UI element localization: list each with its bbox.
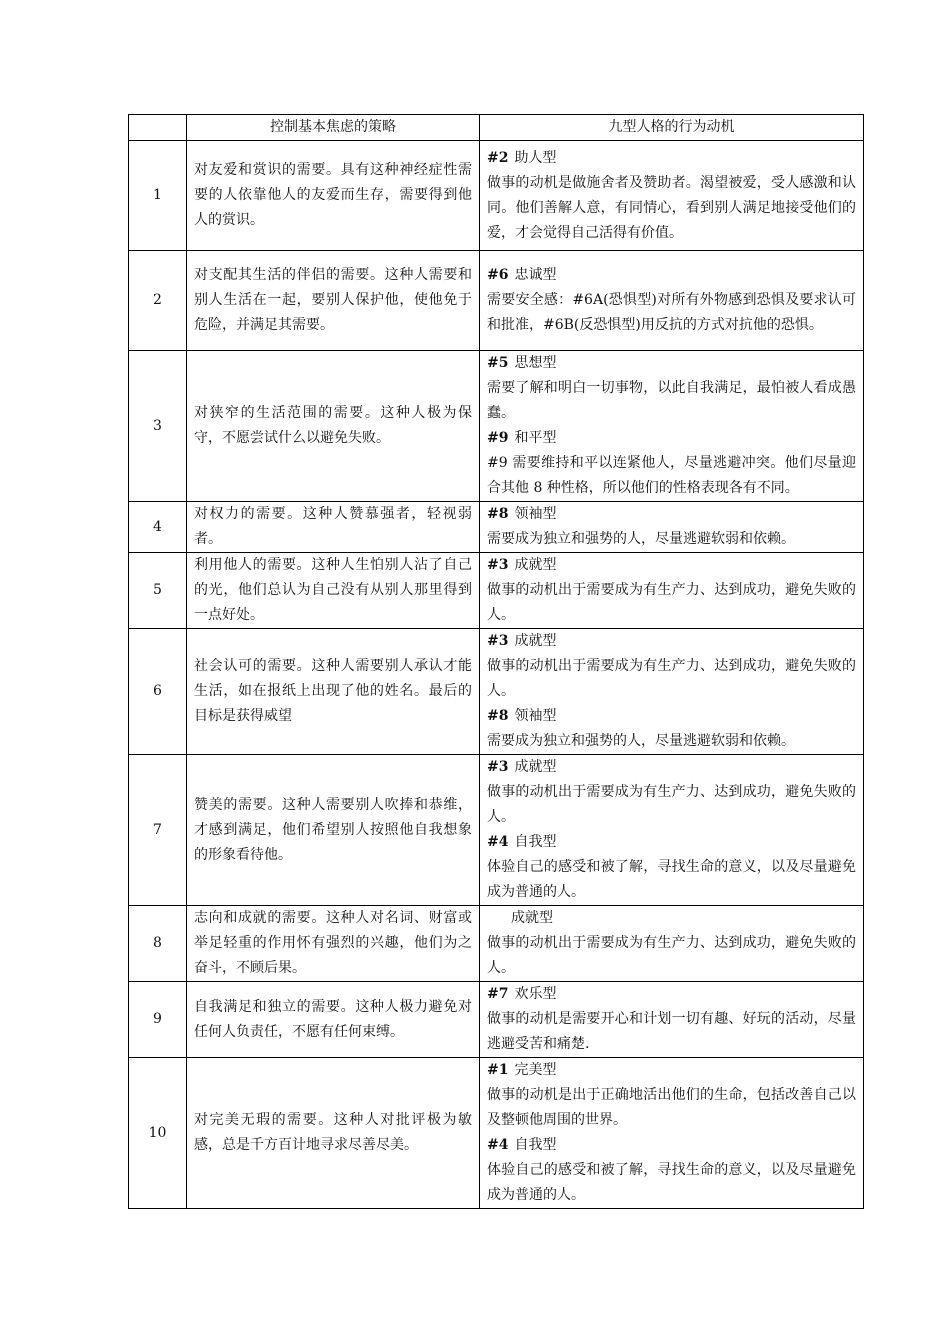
strategy-cell: 赞美的需要。这种人需要别人吹捧和恭维，才感到满足，他们希望别人按照他自我想象的形象看待他。 — [187, 755, 480, 906]
row-number: 2 — [129, 251, 187, 351]
type-number: #9 — [487, 430, 509, 446]
table-header — [129, 115, 864, 141]
table-row — [129, 141, 864, 251]
table-row — [129, 629, 864, 755]
personality-type-entry — [487, 1133, 856, 1208]
type-title — [487, 906, 856, 931]
type-name: 自我型 — [514, 834, 557, 850]
type-number: #3 — [487, 759, 509, 775]
type-number: #5 — [487, 355, 509, 371]
type-description: 做事的动机出于需要成为有生产力、达到成功，避免失败的人。 — [487, 784, 856, 825]
type-number: #6 — [487, 267, 509, 283]
row-number: 6 — [129, 629, 187, 755]
row-number: 4 — [129, 502, 187, 553]
motivation-cell — [480, 906, 864, 982]
personality-type-entry — [487, 1058, 856, 1133]
personality-type-entry — [487, 906, 856, 981]
type-number: #4 — [487, 1137, 509, 1153]
motivation-cell — [480, 629, 864, 755]
type-title — [487, 351, 856, 376]
type-title — [487, 553, 856, 578]
header-row — [129, 115, 864, 141]
row-number: 3 — [129, 351, 187, 502]
strategy-cell: 利用他人的需要。这种人生怕别人沾了自己的光，他们总认为自己没有从别人那里得到一点好处。 — [187, 553, 480, 629]
motivation-cell — [480, 755, 864, 906]
personality-type-entry — [487, 755, 856, 830]
type-title — [487, 830, 856, 855]
strategy-cell: 对友爱和赏识的需要。具有这种神经症性需要的人依靠他人的友爱而生存，需要得到他人的赏识。 — [187, 141, 480, 251]
type-name: 成就型 — [511, 910, 553, 926]
table-body — [129, 141, 864, 1209]
motivation-cell — [480, 982, 864, 1058]
type-title — [487, 146, 856, 171]
type-description: 需要了解和明白一切事物，以此自我满足，最怕被人看成愚蠢。 — [487, 380, 856, 421]
type-name: 自我型 — [514, 1137, 557, 1153]
type-name: 成就型 — [514, 759, 557, 775]
type-title — [487, 629, 856, 654]
strategy-cell: 对狭窄的生活范围的需要。这种人极为保守，不愿尝试什么以避免失败。 — [187, 351, 480, 502]
row-number: 8 — [129, 906, 187, 982]
type-title — [487, 263, 856, 288]
header-index — [129, 115, 187, 141]
motivation-cell — [480, 553, 864, 629]
type-name: 和平型 — [514, 430, 557, 446]
personality-type-entry — [487, 629, 856, 704]
row-number: 9 — [129, 982, 187, 1058]
header-motivation: 九型人格的行为动机 — [480, 115, 864, 141]
type-name: 成就型 — [514, 557, 557, 573]
type-title — [487, 704, 856, 729]
personality-type-entry — [487, 830, 856, 905]
type-number: #4 — [487, 834, 509, 850]
table-row — [129, 982, 864, 1058]
type-name: 完美型 — [514, 1062, 557, 1078]
type-description: 做事的动机是做施舍者及赞助者。渴望被爱，受人感激和认同。他们善解人意，有同情心，看到别人满足地接受他们的爱，才会觉得自己活得有价值。 — [487, 174, 856, 241]
personality-type-entry — [487, 553, 856, 628]
type-description: 体验自己的感受和被了解，寻找生命的意义，以及尽量避免成为普通的人。 — [487, 859, 856, 900]
table-row — [129, 1058, 864, 1209]
type-number: #7 — [487, 986, 509, 1002]
strategy-cell: 自我满足和独立的需要。这种人极力避免对任何人负责任，不愿有任何束缚。 — [187, 982, 480, 1058]
table-row — [129, 755, 864, 906]
personality-type-entry — [487, 426, 856, 501]
header-strategy: 控制基本焦虑的策略 — [187, 115, 480, 141]
type-description: #9 需要维持和平以连紧他人，尽量逃避冲突。他们尽量迎合其他 8 种性格，所以他们的性格表现各有不同。 — [487, 455, 856, 496]
strategy-cell: 志向和成就的需要。这种人对名词、财富或举足轻重的作用怀有强烈的兴趣，他们为之奋斗，不顾后果。 — [187, 906, 480, 982]
personality-type-entry — [487, 502, 856, 552]
type-number: #3 — [487, 557, 509, 573]
type-title — [487, 426, 856, 451]
table-row — [129, 906, 864, 982]
type-description: 需要成为独立和强势的人，尽量逃避软弱和依赖。 — [487, 733, 795, 749]
type-description: 做事的动机出于需要成为有生产力、达到成功，避免失败的人。 — [487, 658, 856, 699]
personality-type-entry — [487, 351, 856, 426]
type-description: 需要成为独立和强势的人，尽量逃避软弱和依赖。 — [487, 531, 795, 547]
strategy-cell: 对支配其生活的伴侣的需要。这种人需要和别人生活在一起，要别人保护他，使他免于危险，并满足其需要。 — [187, 251, 480, 351]
type-title — [487, 982, 856, 1007]
type-name: 领袖型 — [514, 506, 557, 522]
type-number: #8 — [487, 708, 509, 724]
type-number: #3 — [487, 633, 509, 649]
type-title — [487, 755, 856, 780]
row-number: 5 — [129, 553, 187, 629]
type-title — [487, 502, 856, 527]
type-description: 体验自己的感受和被了解，寻找生命的意义，以及尽量避免成为普通的人。 — [487, 1162, 856, 1203]
motivation-cell — [480, 1058, 864, 1209]
type-name: 思想型 — [514, 355, 557, 371]
type-number: #8 — [487, 506, 509, 522]
type-description: 做事的动机出于需要成为有生产力、达到成功，避免失败的人。 — [487, 935, 856, 976]
personality-type-entry — [487, 146, 856, 246]
motivation-cell — [480, 351, 864, 502]
row-number: 1 — [129, 141, 187, 251]
type-number: #2 — [487, 149, 509, 166]
type-description: 做事的动机是出于正确地活出他们的生命，包括改善自己以及整顿他周围的世界。 — [487, 1087, 856, 1128]
motivation-cell — [480, 141, 864, 251]
motivation-cell — [480, 251, 864, 351]
motivation-cell — [480, 502, 864, 553]
table-row — [129, 251, 864, 351]
type-description: 需要安全感：#6A(恐惧型)对所有外物感到恐惧及要求认可和批准，#6B(反恐惧型)用反抗的方式对抗他的恐惧。 — [487, 292, 856, 333]
personality-type-entry — [487, 263, 856, 338]
table-row — [129, 553, 864, 629]
type-title — [487, 1058, 856, 1083]
type-description: 做事的动机是需要开心和计划一切有趣、好玩的活动，尽量逃避受苦和痛楚. — [487, 1011, 856, 1052]
type-description: 做事的动机出于需要成为有生产力、达到成功，避免失败的人。 — [487, 582, 856, 623]
type-name: 忠诚型 — [514, 267, 557, 283]
type-title — [487, 1133, 856, 1158]
row-number: 10 — [129, 1058, 187, 1209]
strategy-cell: 社会认可的需要。这种人需要别人承认才能生活，如在报纸上出现了他的姓名。最后的目标是获得威望 — [187, 629, 480, 755]
strategy-cell: 对完美无瑕的需要。这种人对批评极为敏感，总是千方百计地寻求尽善尽美。 — [187, 1058, 480, 1209]
row-number: 7 — [129, 755, 187, 906]
type-name: 领袖型 — [514, 708, 557, 724]
type-name: 欢乐型 — [514, 986, 557, 1002]
anxiety-strategy-table — [128, 114, 864, 1209]
personality-type-entry — [487, 982, 856, 1057]
table-row — [129, 502, 864, 553]
type-number: #1 — [487, 1062, 509, 1078]
table-row — [129, 351, 864, 502]
type-name: 助人型 — [514, 149, 557, 166]
type-name: 成就型 — [514, 633, 557, 649]
personality-type-entry — [487, 704, 856, 754]
strategy-cell: 对权力的需要。这种人赞慕强者，轻视弱者。 — [187, 502, 480, 553]
